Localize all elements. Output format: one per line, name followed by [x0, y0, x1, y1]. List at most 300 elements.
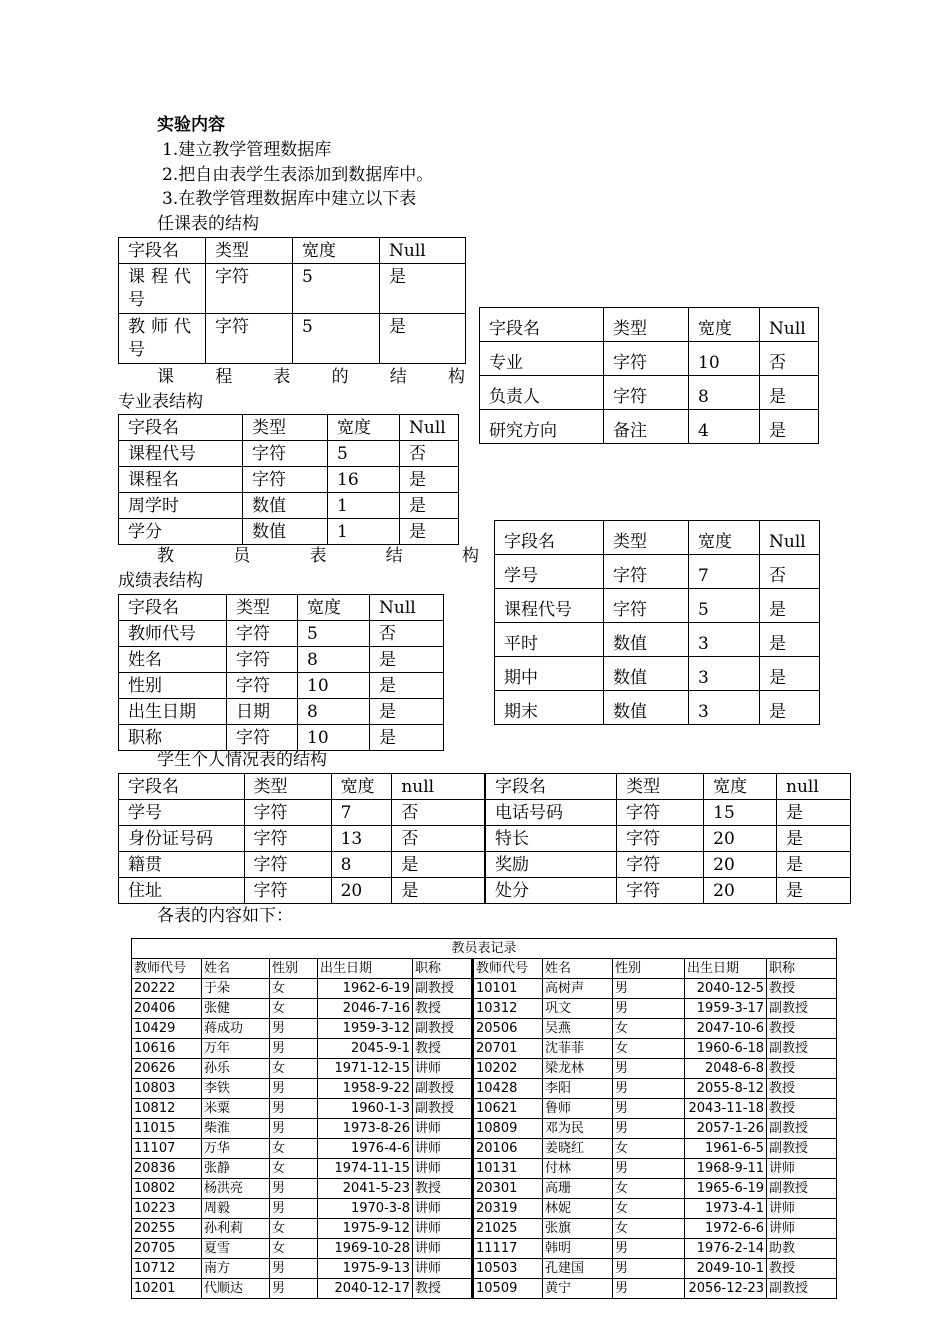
teacher-table-caption	[157, 548, 479, 565]
table-cell: 字符	[227, 725, 298, 751]
records-cell: 2041-5-23	[318, 1179, 413, 1199]
header-cell: 宽度	[704, 774, 777, 800]
table-row	[119, 493, 459, 519]
records-cell: 男	[270, 1119, 318, 1139]
records-cell: 10809	[473, 1119, 543, 1139]
records-cell: 高树声	[543, 979, 613, 999]
table-row	[119, 852, 851, 878]
records-cell: 10712	[132, 1259, 202, 1279]
records-cell: 男	[613, 1059, 685, 1079]
header-cell: 字段名	[480, 308, 604, 342]
records-cell: 助教	[767, 1239, 837, 1259]
table-cell: 是	[760, 589, 820, 623]
table-row	[132, 1079, 837, 1099]
table-cell: 教师代号	[119, 621, 227, 647]
records-cell: 讲师	[413, 1139, 473, 1159]
records-cell: 20222	[132, 979, 202, 999]
table-row	[132, 1059, 837, 1079]
records-cell: 教授	[767, 1019, 837, 1039]
header-cell: 字段名	[485, 774, 617, 800]
table-cell: 期末	[495, 691, 604, 725]
table-cell: 是	[777, 800, 851, 826]
table-row	[132, 1219, 837, 1239]
table-cell: 是	[400, 493, 459, 519]
table-row	[132, 1119, 837, 1139]
table-header-row	[480, 308, 819, 342]
table-cell: 字符	[227, 647, 298, 673]
table-cell: 性别	[119, 673, 227, 699]
table-row	[119, 878, 851, 904]
records-cell: 20701	[473, 1039, 543, 1059]
records-cell: 孙利莉	[202, 1219, 270, 1239]
records-header-cell: 职称	[413, 959, 473, 979]
records-cell: 教授	[767, 1079, 837, 1099]
table-cell: 数值	[243, 519, 328, 545]
records-header-cell: 姓名	[202, 959, 270, 979]
table-cell: 课程代号	[119, 441, 243, 467]
table-cell: 是	[392, 878, 485, 904]
table-cell: 日期	[227, 699, 298, 725]
records-cell: 张健	[202, 999, 270, 1019]
records-cell: 讲师	[767, 1159, 837, 1179]
records-cell: 男	[270, 1099, 318, 1119]
records-cell: 20506	[473, 1019, 543, 1039]
table-cell: 字符	[227, 621, 298, 647]
table-header-row	[119, 415, 459, 441]
table-cell: 特长	[485, 826, 617, 852]
records-cell: 付林	[543, 1159, 613, 1179]
table-cell: 否	[392, 800, 485, 826]
table-row	[132, 1019, 837, 1039]
header-cell: Null	[380, 238, 466, 264]
table-cell: 是	[777, 878, 851, 904]
records-cell: 副教授	[767, 1039, 837, 1059]
records-cell: 男	[270, 1279, 318, 1299]
table-cell: 20	[331, 878, 392, 904]
records-cell: 讲师	[413, 1159, 473, 1179]
table-cell: 处分	[485, 878, 617, 904]
records-cell: 1959-3-12	[318, 1019, 413, 1039]
table-row	[132, 1099, 837, 1119]
records-cell: 2045-9-1	[318, 1039, 413, 1059]
records-cell: 10101	[473, 979, 543, 999]
records-cell: 吴燕	[543, 1019, 613, 1039]
header-cell: 类型	[243, 415, 328, 441]
records-cell: 2057-1-26	[685, 1119, 767, 1139]
header-cell: 类型	[227, 595, 298, 621]
course-assign-caption: 任课表的结构	[157, 214, 259, 234]
table-row	[480, 342, 819, 376]
table-cell: 否	[392, 826, 485, 852]
step-1: 1.建立教学管理数据库	[162, 140, 332, 160]
header-cell: 字段名	[119, 238, 206, 264]
table-cell: 字符	[604, 555, 689, 589]
records-cell: 男	[270, 1179, 318, 1199]
records-cell: 男	[613, 1239, 685, 1259]
table-cell: 4	[689, 410, 760, 444]
table-cell: 字符	[227, 673, 298, 699]
score-table-caption: 成绩表结构	[118, 571, 203, 591]
table-row	[480, 410, 819, 444]
caption-char: 程	[215, 367, 233, 387]
records-cell: 男	[613, 1159, 685, 1179]
table-cell: 字符	[206, 264, 293, 314]
table-cell: 1	[328, 519, 400, 545]
records-header-cell: 性别	[270, 959, 318, 979]
records-cell: 米粟	[202, 1099, 270, 1119]
table-cell: 是	[370, 725, 444, 751]
table-row	[119, 673, 444, 699]
records-cell: 11015	[132, 1119, 202, 1139]
records-cell: 副教授	[413, 979, 473, 999]
course-table-caption	[157, 369, 465, 386]
table-cell: 字符	[244, 800, 331, 826]
records-cell: 教授	[413, 999, 473, 1019]
table-cell: 5	[293, 264, 380, 314]
table-row	[119, 441, 459, 467]
table-header-row	[495, 521, 820, 555]
records-cell: 副教授	[413, 1019, 473, 1039]
records-cell: 10509	[473, 1279, 543, 1299]
table-cell: 字符	[604, 589, 689, 623]
records-cell: 1960-6-18	[685, 1039, 767, 1059]
table-cell: 数值	[604, 623, 689, 657]
records-cell: 20406	[132, 999, 202, 1019]
records-cell: 副教授	[767, 1139, 837, 1159]
records-header-cell: 出生日期	[685, 959, 767, 979]
records-cell: 2047-10-6	[685, 1019, 767, 1039]
table-cell: 20	[704, 878, 777, 904]
header-cell: Null	[400, 415, 459, 441]
score-structure-table	[494, 520, 820, 725]
records-cell: 1972-6-6	[685, 1219, 767, 1239]
records-cell: 女	[270, 1239, 318, 1259]
records-cell: 教授	[767, 1099, 837, 1119]
records-cell: 高珊	[543, 1179, 613, 1199]
records-cell: 李铁	[202, 1079, 270, 1099]
records-cell: 1968-9-11	[685, 1159, 767, 1179]
table-row	[480, 376, 819, 410]
records-cell: 黄宁	[543, 1279, 613, 1299]
table-header-row	[119, 595, 444, 621]
student-structure-table	[118, 773, 851, 904]
section-heading: 实验内容	[157, 115, 225, 135]
records-cell: 女	[270, 1219, 318, 1239]
table-cell: 是	[760, 623, 820, 657]
header-cell: null	[392, 774, 485, 800]
records-cell: 20255	[132, 1219, 202, 1239]
records-cell: 女	[613, 1199, 685, 1219]
header-cell: null	[777, 774, 851, 800]
table-row	[132, 1179, 837, 1199]
table-cell: 是	[760, 657, 820, 691]
table-cell: 专业	[480, 342, 604, 376]
records-cell: 1976-4-6	[318, 1139, 413, 1159]
records-cell: 副教授	[767, 1179, 837, 1199]
records-cell: 女	[270, 979, 318, 999]
table-cell: 数值	[604, 691, 689, 725]
header-cell: 宽度	[293, 238, 380, 264]
records-cell: 10616	[132, 1039, 202, 1059]
table-cell: 是	[370, 673, 444, 699]
records-cell: 夏雪	[202, 1239, 270, 1259]
records-cell: 教授	[413, 1039, 473, 1059]
header-cell: 字段名	[119, 415, 243, 441]
table-cell: 10	[689, 342, 760, 376]
table-row	[132, 1159, 837, 1179]
table-cell: 字符	[243, 467, 328, 493]
table-cell: 15	[704, 800, 777, 826]
records-cell: 男	[270, 1079, 318, 1099]
records-cell: 梁龙林	[543, 1059, 613, 1079]
header-cell: 宽度	[331, 774, 392, 800]
records-cell: 10223	[132, 1199, 202, 1219]
table-cell: 是	[760, 410, 819, 444]
table-cell: 7	[331, 800, 392, 826]
table-cell: 字符	[617, 852, 704, 878]
records-cell: 10201	[132, 1279, 202, 1299]
table-cell: 字符	[244, 852, 331, 878]
records-cell: 邓为民	[543, 1119, 613, 1139]
table-row	[132, 1239, 837, 1259]
table-cell: 否	[760, 342, 819, 376]
header-cell: 类型	[244, 774, 331, 800]
records-cell: 20301	[473, 1179, 543, 1199]
table-row	[119, 519, 459, 545]
table-row	[495, 657, 820, 691]
table-cell: 5	[298, 621, 370, 647]
records-cell: 10312	[473, 999, 543, 1019]
table-row	[132, 999, 837, 1019]
records-cell: 男	[270, 1199, 318, 1219]
table-cell: 是	[380, 264, 466, 314]
table-cell: 10	[298, 725, 370, 751]
table-cell: 字符	[604, 342, 689, 376]
records-cell: 1962-6-19	[318, 979, 413, 999]
header-cell: 宽度	[689, 308, 760, 342]
records-cell: 女	[270, 1159, 318, 1179]
header-cell: 字段名	[119, 595, 227, 621]
caption-char: 构	[447, 367, 465, 387]
major-table-caption: 专业表结构	[118, 392, 203, 412]
records-cell: 张静	[202, 1159, 270, 1179]
records-header-cell: 职称	[767, 959, 837, 979]
records-cell: 韩明	[543, 1239, 613, 1259]
records-cell: 教授	[413, 1179, 473, 1199]
header-cell: 字段名	[495, 521, 604, 555]
table-row	[132, 1259, 837, 1279]
records-title-row	[132, 939, 837, 959]
table-cell: 学号	[119, 800, 245, 826]
table-row	[119, 314, 466, 364]
table-cell: 7	[689, 555, 760, 589]
header-cell: 类型	[206, 238, 293, 264]
table-header-row	[119, 774, 851, 800]
table-cell: 5	[689, 589, 760, 623]
records-cell: 讲师	[413, 1199, 473, 1219]
records-cell: 2056-12-23	[685, 1279, 767, 1299]
records-cell: 万年	[202, 1039, 270, 1059]
records-cell: 鲁师	[543, 1099, 613, 1119]
records-cell: 周毅	[202, 1199, 270, 1219]
records-cell: 1975-9-13	[318, 1259, 413, 1279]
records-cell: 11117	[473, 1239, 543, 1259]
header-cell: Null	[760, 521, 820, 555]
table-cell: 电话号码	[485, 800, 617, 826]
records-cell: 副教授	[767, 999, 837, 1019]
records-cell: 1976-2-14	[685, 1239, 767, 1259]
table-cell: 教师代号	[119, 314, 206, 364]
table-row	[119, 647, 444, 673]
records-cell: 女	[613, 1019, 685, 1039]
records-cell: 11107	[132, 1139, 202, 1159]
records-cell: 女	[270, 1059, 318, 1079]
table-cell: 字符	[244, 878, 331, 904]
records-cell: 男	[270, 1039, 318, 1059]
contents-caption: 各表的内容如下：	[157, 906, 293, 926]
table-cell: 是	[777, 826, 851, 852]
records-cell: 林妮	[543, 1199, 613, 1219]
table-row	[119, 826, 851, 852]
records-cell: 男	[613, 1259, 685, 1279]
records-cell: 巩文	[543, 999, 613, 1019]
records-cell: 男	[270, 1259, 318, 1279]
caption-char: 课	[157, 367, 174, 387]
table-cell: 姓名	[119, 647, 227, 673]
caption-char: 构	[462, 546, 479, 566]
table-cell: 3	[689, 623, 760, 657]
table-cell: 否	[370, 621, 444, 647]
table-cell: 数值	[604, 657, 689, 691]
table-header-row	[119, 238, 466, 264]
records-cell: 1965-6-19	[685, 1179, 767, 1199]
table-cell: 籍贯	[119, 852, 245, 878]
records-cell: 讲师	[413, 1119, 473, 1139]
records-cell: 教授	[413, 1279, 473, 1299]
records-cell: 男	[270, 1019, 318, 1039]
table-cell: 否	[760, 555, 820, 589]
table-cell: 出生日期	[119, 699, 227, 725]
table-cell: 奖励	[485, 852, 617, 878]
table-cell: 身份证号码	[119, 826, 245, 852]
table-cell: 8	[689, 376, 760, 410]
records-cell: 讲师	[413, 1059, 473, 1079]
records-cell: 代顺达	[202, 1279, 270, 1299]
table-cell: 8	[298, 647, 370, 673]
table-cell: 5	[328, 441, 400, 467]
table-cell: 20	[704, 826, 777, 852]
table-cell: 5	[293, 314, 380, 364]
table-cell: 字符	[243, 441, 328, 467]
table-row	[132, 1139, 837, 1159]
records-header-cell: 教师代号	[473, 959, 543, 979]
records-cell: 1960-1-3	[318, 1099, 413, 1119]
table-row	[119, 621, 444, 647]
table-cell: 13	[331, 826, 392, 852]
teacher-structure-table	[118, 594, 444, 751]
records-cell: 2040-12-5	[685, 979, 767, 999]
records-cell: 10812	[132, 1099, 202, 1119]
header-cell: 宽度	[328, 415, 400, 441]
records-cell: 10621	[473, 1099, 543, 1119]
table-cell: 数值	[243, 493, 328, 519]
table-row	[132, 1039, 837, 1059]
records-cell: 教授	[767, 979, 837, 999]
records-cell: 2046-7-16	[318, 999, 413, 1019]
student-table-caption: 学生个人情况表的结构	[157, 750, 327, 770]
table-cell: 字符	[244, 826, 331, 852]
records-cell: 20836	[132, 1159, 202, 1179]
records-cell: 男	[613, 1119, 685, 1139]
records-cell: 副教授	[413, 1079, 473, 1099]
records-cell: 2048-6-8	[685, 1059, 767, 1079]
table-cell: 备注	[604, 410, 689, 444]
table-row	[132, 1279, 837, 1299]
table-cell: 是	[777, 852, 851, 878]
records-cell: 1969-10-28	[318, 1239, 413, 1259]
table-row	[119, 264, 466, 314]
records-cell: 女	[613, 1179, 685, 1199]
table-row	[495, 589, 820, 623]
records-cell: 讲师	[413, 1259, 473, 1279]
table-cell: 10	[298, 673, 370, 699]
records-cell: 张旗	[543, 1219, 613, 1239]
caption-char: 结	[385, 546, 403, 566]
caption-char: 的	[331, 367, 349, 387]
records-header-cell: 教师代号	[132, 959, 202, 979]
records-cell: 2043-11-18	[685, 1099, 767, 1119]
records-cell: 副教授	[767, 1119, 837, 1139]
records-cell: 10131	[473, 1159, 543, 1179]
records-cell: 1959-3-17	[685, 999, 767, 1019]
table-cell: 字符	[617, 826, 704, 852]
table-row	[119, 699, 444, 725]
records-cell: 1974-11-15	[318, 1159, 413, 1179]
table-row	[495, 555, 820, 589]
records-header-cell: 出生日期	[318, 959, 413, 979]
table-cell: 字符	[617, 878, 704, 904]
records-cell: 10429	[132, 1019, 202, 1039]
records-cell: 于朵	[202, 979, 270, 999]
records-cell: 副教授	[767, 1279, 837, 1299]
records-cell: 1971-12-15	[318, 1059, 413, 1079]
table-cell: 1	[328, 493, 400, 519]
header-cell: 宽度	[298, 595, 370, 621]
table-cell: 学分	[119, 519, 243, 545]
records-cell: 教授	[767, 1259, 837, 1279]
records-header-row	[132, 959, 837, 979]
table-cell: 课程代号	[119, 264, 206, 314]
records-cell: 教授	[767, 1059, 837, 1079]
table-cell: 是	[370, 647, 444, 673]
table-cell: 是	[400, 519, 459, 545]
records-cell: 男	[613, 1079, 685, 1099]
caption-char: 表	[309, 546, 327, 566]
table-cell: 住址	[119, 878, 245, 904]
table-cell: 负责人	[480, 376, 604, 410]
course-assign-table	[118, 237, 466, 364]
records-cell: 1975-9-12	[318, 1219, 413, 1239]
step-2: 2.把自由表学生表添加到数据库中。	[162, 165, 434, 185]
table-row	[119, 467, 459, 493]
records-cell: 21025	[473, 1219, 543, 1239]
records-cell: 1958-9-22	[318, 1079, 413, 1099]
table-cell: 是	[400, 467, 459, 493]
records-header-cell: 姓名	[543, 959, 613, 979]
records-cell: 女	[270, 999, 318, 1019]
table-cell: 职称	[119, 725, 227, 751]
records-cell: 1970-3-8	[318, 1199, 413, 1219]
